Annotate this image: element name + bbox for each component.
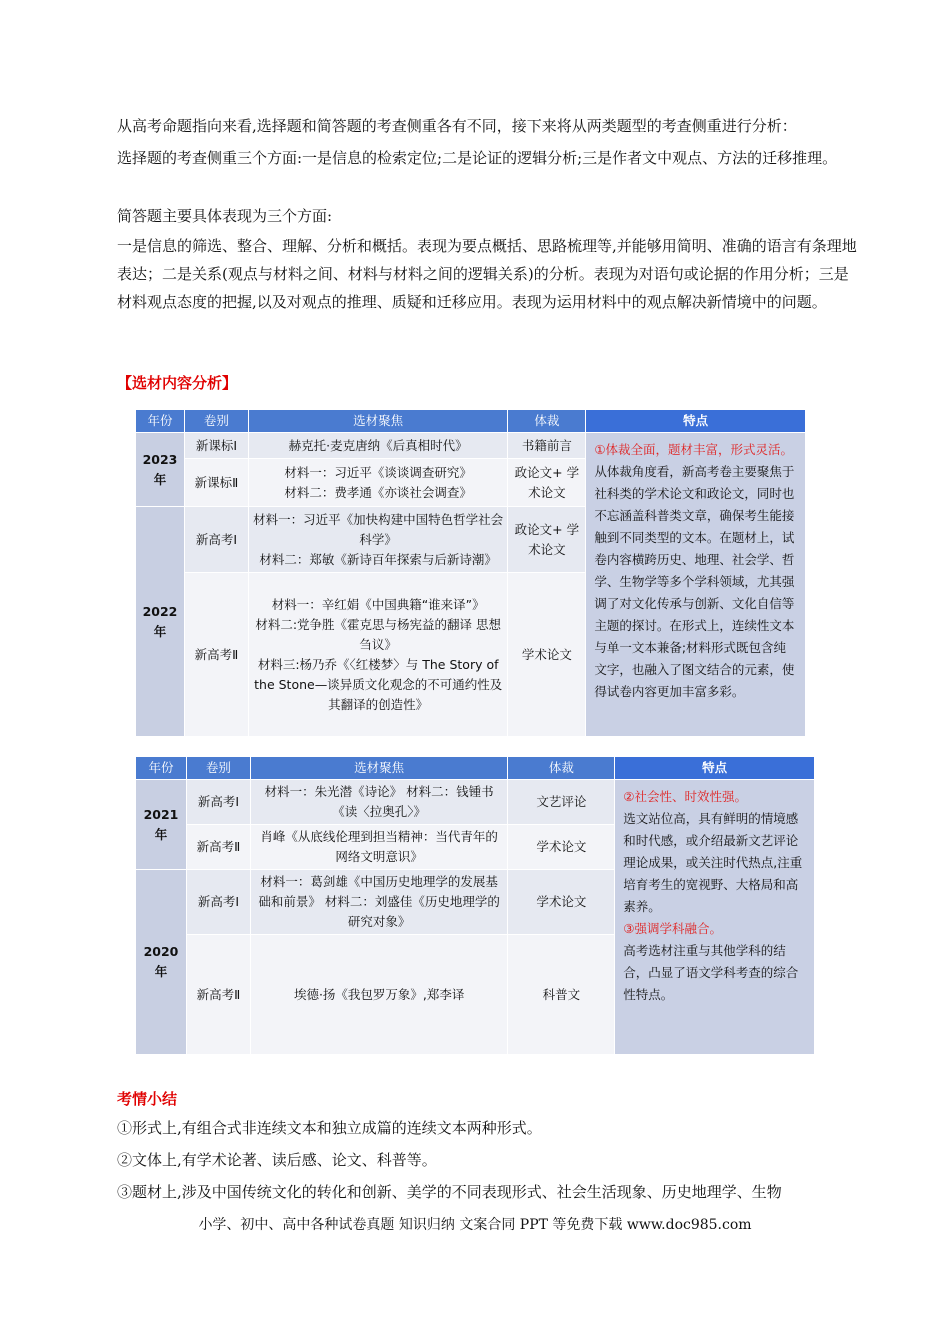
material-cell: 材料一：习近平《加快构建中国特色哲学社会科学》 材料二：郑敏《新诗百年探索与后新诗潮》 <box>248 507 508 573</box>
header-feature: 特点 <box>586 410 806 433</box>
header-material: 选材聚焦 <box>250 757 508 780</box>
paper-cell: 新高考Ⅱ <box>186 825 250 870</box>
feature-heading: ①体裁全面，题材丰富，形式灵活。 <box>594 442 794 457</box>
table-row <box>136 780 815 825</box>
paper-cell: 新高考Ⅱ <box>186 935 250 1055</box>
material-cell: 材料一：习近平《谈谈调查研究》 材料二：费孝通《亦谈社会调查》 <box>248 459 508 507</box>
intro-paragraph-2-text: 选择题的考查侧重三个方面:一是信息的检索定位;二是论证的逻辑分析;三是作者文中观点、方法的迁移推理。 <box>117 149 838 167</box>
paper-cell: 新课标Ⅰ <box>184 433 248 459</box>
paper-cell: 新高考Ⅰ <box>186 780 250 825</box>
feature-cell <box>586 433 806 737</box>
material-cell: 材料一：葛剑雄《中国历史地理学的发展基础和前景》 材料二：刘盛佳《历史地理学的研究对象》 <box>250 870 508 935</box>
header-genre: 体裁 <box>508 757 615 780</box>
feature-body-3: 高考选材注重与其他学科的结合，凸显了语文学科考查的综合性特点。 <box>623 943 799 1002</box>
material-cell: 肖峰《从底线伦理到担当精神：当代青年的网络文明意识》 <box>250 825 508 870</box>
year-cell: 2023年 <box>136 433 185 507</box>
summary-item: ②文体上,有学术论著、读后感、论文、科普等。 <box>117 1151 437 1169</box>
material-cell: 赫克托·麦克唐纳《后真相时代》 <box>248 433 508 459</box>
material-cell: 材料一：辛红娟《中国典籍“谁来译”》 材料二:党争胜《霍克思与杨宪益的翻译 思想刍议》 材料三:杨乃乔《〈红楼梦〉与 The Story of the Stone—谈异质文化观念的不可通约性及其翻译的创造性》 <box>248 573 508 737</box>
year-cell: 2020年 <box>136 870 187 1055</box>
feature-cell <box>615 780 815 1055</box>
material-cell: 材料一：朱光潜《诗论》 材料二：钱锺书《读〈拉奥孔〉》 <box>250 780 508 825</box>
summary-item: ①形式上,有组合式非连续文本和独立成篇的连续文本两种形式。 <box>117 1119 542 1137</box>
table-row <box>136 433 806 459</box>
feature-heading-2: ②社会性、时效性强。 <box>623 789 747 804</box>
table-header-row <box>136 410 806 433</box>
feature-body: 从体裁角度看，新高考卷主要聚焦于社科类的学术论文和政论文，同时也不忘涵盖科普类文章，确保考生能接触到不同类型的文本。在题材上，试卷内容横跨历史、地理、社会学、哲学、生物学等多个学科领域，尤其强调了对文化传承与创新、文化自信等主题的探讨。在形式上，连续性文本与单一文本兼备;材料形式既包含纯文字，也融入了图文结合的元素，使得试卷内容更加丰富多彩。 <box>594 464 795 699</box>
genre-cell: 科普文 <box>508 935 615 1055</box>
feature-body-2: 选文站位高，具有鲜明的情境感和时代感，或介绍最新文艺评论理论成果，或关注时代热点,注重培育考生的宽视野、大格局和高素养。 <box>623 811 803 914</box>
year-cell: 2022年 <box>136 507 185 737</box>
paper-cell: 新高考Ⅱ <box>184 573 248 737</box>
genre-cell: 政论文+ 学术论文 <box>508 507 586 573</box>
paper-cell: 新高考Ⅰ <box>186 870 250 935</box>
header-paper: 卷别 <box>184 410 248 433</box>
genre-cell: 学术论文 <box>508 825 615 870</box>
year-cell: 2021年 <box>136 780 187 870</box>
header-paper: 卷别 <box>186 757 250 780</box>
paper-cell: 新课标Ⅱ <box>184 459 248 507</box>
intro-paragraph-3: 简答题主要具体表现为三个方面: <box>117 207 333 225</box>
header-feature: 特点 <box>615 757 815 780</box>
material-cell: 埃德·扬《我包罗万象》,郑李译 <box>250 935 508 1055</box>
intro-paragraph-4: 一是信息的筛选、整合、理解、分析和概括。表现为要点概括、思路梳理等,并能够用简明、准确的语言有条理地表达；二是关系(观点与材料之间、材料与材料之间的逻辑关系)的分析。表现为对语句或论据的作用分析；三是材料观点态度的把握,以及对观点的推理、质疑和迁移应用。表现为运用材料中的观点解决新情境中的问题。 <box>117 237 857 311</box>
summary-title: 考情小结 <box>117 1090 178 1108</box>
feature-heading-3: ③强调学科融合。 <box>623 921 722 936</box>
material-table-2020-2021 <box>135 756 815 1055</box>
genre-cell: 文艺评论 <box>508 780 615 825</box>
header-year: 年份 <box>136 757 187 780</box>
footer-text: 小学、初中、高中各种试卷真题 知识归纳 文案合同 PPT 等免费下载 www.doc985.com <box>198 1217 752 1233</box>
intro-paragraph-1: 从高考命题指向来看,选择题和简答题的考查侧重各有不同，接下来将从两类题型的考查侧重进行分析： <box>117 117 797 135</box>
genre-cell: 学术论文 <box>508 870 615 935</box>
intro-paragraph-2 <box>117 144 857 172</box>
material-table-2022-2023 <box>135 409 806 737</box>
table-header-row <box>136 757 815 780</box>
header-year: 年份 <box>136 410 185 433</box>
section-title: 【选材内容分析】 <box>117 374 238 392</box>
paper-cell: 新高考Ⅰ <box>184 507 248 573</box>
summary-item: ③题材上,涉及中国传统文化的转化和创新、美学的不同表现形式、社会生活现象、历史地理学、生物 <box>117 1183 782 1201</box>
genre-cell: 学术论文 <box>508 573 586 737</box>
header-genre: 体裁 <box>508 410 586 433</box>
genre-cell: 政论文+ 学术论文 <box>508 459 586 507</box>
genre-cell: 书籍前言 <box>508 433 586 459</box>
header-material: 选材聚焦 <box>248 410 508 433</box>
